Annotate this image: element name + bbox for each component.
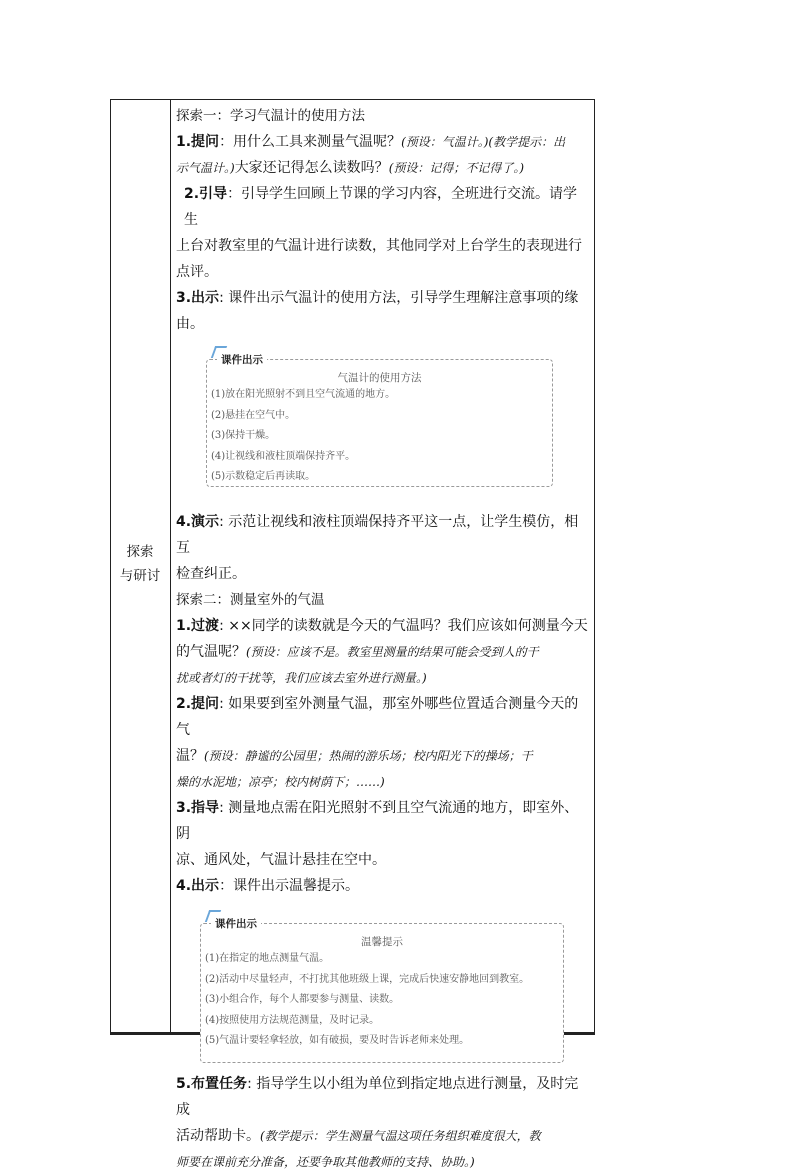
step-instruct [176, 795, 590, 847]
step-show [176, 285, 590, 337]
step-text: : 指导学生以小组为单位到指定地点进行测量，及时完成 [176, 1076, 579, 1118]
step-ask-2-cont [176, 743, 590, 769]
step-transition-cont [176, 639, 590, 665]
column-divider-left [170, 99, 171, 1035]
step-text-line: 点评。 [176, 264, 218, 280]
step-assign [176, 1071, 590, 1123]
step-text: 大家还记得怎么读数吗？ [234, 160, 389, 176]
step-text: : 测量地点需在阳光照射不到且空气流通的地方，即室外、阴 [176, 800, 579, 842]
step-text-line: 上台对教室里的气温计进行读数，其他同学对上台学生的表现进行 [176, 238, 582, 254]
step-text: ：课件出示温馨提示。 [219, 878, 360, 894]
step-number: 4.出示 [176, 878, 220, 894]
step-note: (预设：记得；不记得了。) [388, 161, 525, 175]
step-text: ：引导学生回顾上节课的学习内容，全班进行交流。请学生 [184, 186, 578, 228]
step-text: : 示范让视线和液柱顶端保持齐平这一点，让学生模仿，相互 [176, 514, 579, 556]
row-label-line-2: 与研讨 [119, 568, 161, 584]
step-number: 4.演示 [176, 514, 220, 530]
step-number: 5.布置任务 [176, 1076, 248, 1092]
step-note: (预设：气温计。)(教学提示：出 [401, 135, 566, 149]
step-transition [176, 613, 590, 639]
step-note: (预设：应该不是。教室里测量的结果可能会受到人的干 [246, 645, 539, 659]
step-number: 3.指导 [176, 800, 220, 816]
step-note-line: 师要在课前充分准备，还要争取其他教师的支持、协助。) [176, 1155, 475, 1169]
section-title-2: 探索二：测量室外的气温 [176, 592, 325, 608]
step-guide [176, 181, 590, 233]
step-note: 示气温计。) [176, 161, 235, 175]
courseware-tag: 课件出示 [217, 352, 267, 367]
courseware-title: 气温计的使用方法 [337, 372, 422, 384]
step-number: 1.过渡 [176, 618, 220, 634]
step-text: : 课件出示气温计的使用方法，引导学生理解注意事项的缘由。 [176, 290, 579, 332]
step-text: ：用什么工具来测量气温呢？ [219, 134, 402, 150]
courseware-item: (1)在指定的地点测量气温。 [205, 953, 330, 964]
courseware-title: 温馨提示 [361, 936, 403, 948]
courseware-item: (5)气温计要轻拿轻放，如有破损，要及时告诉老师来处理。 [205, 1035, 470, 1046]
courseware-tag: 课件出示 [211, 916, 261, 931]
courseware-item: (2)悬挂在空气中。 [211, 409, 296, 421]
courseware-box-spacer-2 [176, 899, 590, 1071]
courseware-item: (4)按照使用方法规范测量，及时记录。 [205, 1014, 380, 1026]
step-demo [176, 509, 590, 561]
step-note: (预设：静谧的公园里；热闹的游乐场；校内阳光下的操场；干 [204, 749, 533, 763]
courseware-item: (4)让视线和液柱顶端保持齐平。 [211, 450, 356, 462]
courseware-item: (2)活动中尽量轻声，不打扰其他班级上课，完成后快速安静地回到教室。 [205, 973, 530, 985]
section-title-1: 探索一：学习气温计的使用方法 [176, 108, 365, 124]
courseware-box-thermometer [206, 354, 553, 487]
step-text-line: 凉、通风处，气温计悬挂在空中。 [176, 852, 386, 868]
step-text: 温？ [176, 748, 204, 764]
courseware-box-tips [200, 918, 564, 1063]
step-number: 2.提问 [176, 696, 220, 712]
step-note: (教学提示：学生测量气温这项任务组织难度很大，教 [260, 1129, 541, 1143]
step-text: 活动帮助卡。 [176, 1128, 260, 1144]
step-note-line: 扰或者灯的干扰等，我们应该去室外进行测量。) [176, 671, 427, 685]
courseware-item: (5)示数稳定后再读取。 [211, 471, 316, 482]
step-assign-cont [176, 1123, 590, 1149]
step-ask [176, 129, 590, 155]
step-text-line: 检查纠正。 [176, 566, 246, 582]
step-text: : 如果要到室外测量气温，那室外哪些位置适合测量今天的气 [176, 696, 579, 738]
column-divider-right [594, 99, 595, 1035]
step-ask-2 [176, 691, 590, 743]
step-number: 3.出示 [176, 290, 220, 306]
step-text: 的气温呢？ [176, 644, 246, 660]
step-ask-cont [176, 155, 590, 181]
step-number: 1.提问 [176, 134, 220, 150]
courseware-item: (3)保持干燥。 [211, 430, 276, 441]
row-label-line-1: 探索 [126, 544, 154, 560]
step-number: 2.引导 [184, 186, 228, 202]
step-show-2 [176, 873, 590, 899]
step-note-line: 燥的水泥地；凉亭；校内树荫下；……) [176, 775, 385, 789]
courseware-item: (3)小组合作，每个人都要参与测量、读数。 [205, 994, 400, 1005]
courseware-box-spacer-1 [176, 337, 590, 509]
courseware-item: (1)放在阳光照射不到且空气流通的地方。 [211, 389, 396, 400]
lesson-content [176, 103, 590, 1175]
row-label [110, 540, 170, 588]
step-text: : ××同学的读数就是今天的气温吗？我们应该如何测量今天 [219, 618, 588, 634]
